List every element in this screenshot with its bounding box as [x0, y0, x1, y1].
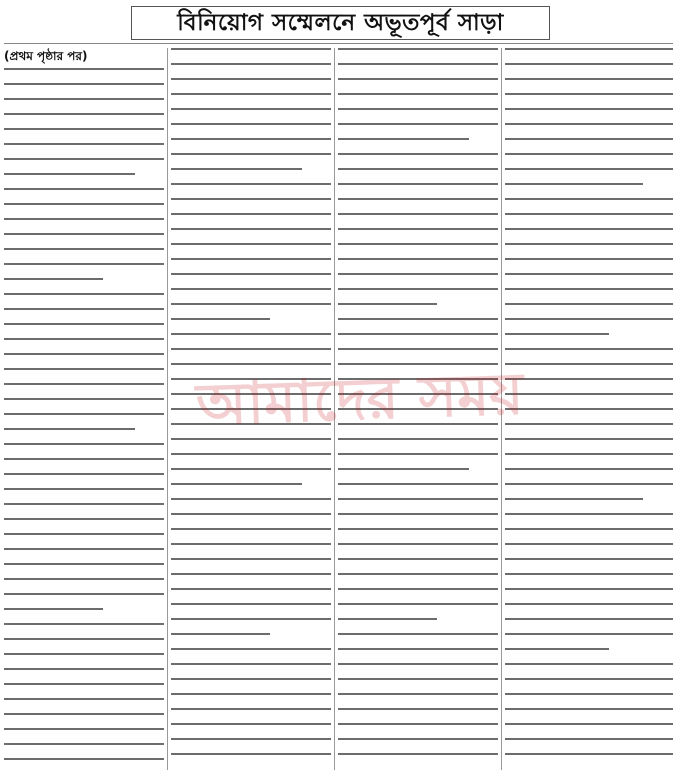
newspaper-watermark: আমাদের সময় — [195, 359, 525, 439]
continuation-label: (প্রথম পৃষ্ঠার পর) — [4, 49, 88, 63]
headline-box — [131, 6, 550, 40]
article-column-1 — [4, 48, 164, 770]
article-headline: বিনিয়োগ সম্মেলনে অভূতপূর্ব সাড়া — [177, 9, 504, 36]
top-divider — [4, 43, 673, 44]
